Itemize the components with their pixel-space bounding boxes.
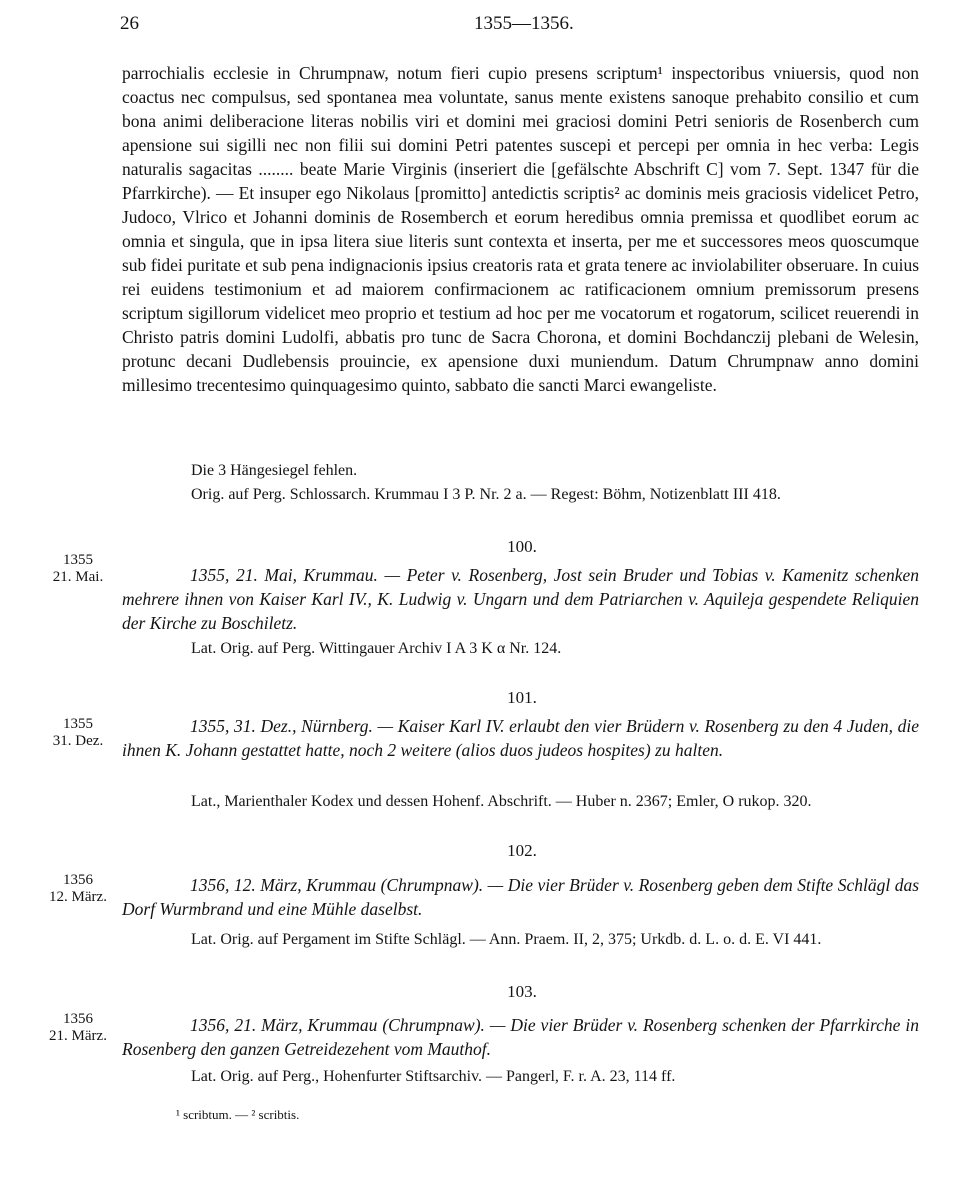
margin-year: 1355 <box>63 552 93 568</box>
entry-summary: 1355, 31. Dez., Nürnberg. — Kaiser Karl IV. erlaubt den vier Brüdern v. Rosenberg zu den 4 Juden, die ihnen K. Johann gestattet hatte, noch 2 weitere (alios duos judeos hospites) zu halten. <box>122 716 919 760</box>
entry-summary: 1356, 12. März, Krummau (Chrumpnaw). — Die vier Brüder v. Rosenberg geben dem Stifte Schlägl das Dorf Wurmbrand und eine Mühle daselbst. <box>122 875 919 919</box>
seal-note: Die 3 Hängesiegel fehlen. <box>191 462 358 479</box>
margin-date <box>44 552 112 586</box>
margin-day: 21. März. <box>49 1028 107 1044</box>
margin-day: 12. März. <box>49 889 107 905</box>
entry-number: 100. <box>507 537 537 556</box>
margin-date <box>44 716 112 750</box>
entry-source: Lat. Orig. auf Pergament im Stifte Schlägl. — Ann. Praem. II, 2, 375; Urkdb. d. L. o. d. E. VI 441. <box>191 931 822 948</box>
page-header <box>0 10 960 36</box>
entry-source: Lat., Marienthaler Kodex und dessen Hohenf. Abschrift. — Huber n. 2367; Emler, O rukop. 320. <box>191 793 812 810</box>
entry-source: Lat. Orig. auf Perg., Hohenfurter Stiftsarchiv. — Pangerl, F. r. A. 23, 114 ff. <box>191 1068 676 1085</box>
entry-summary: 1356, 21. März, Krummau (Chrumpnaw). — Die vier Brüder v. Rosenberg schenken der Pfarrkirche in Rosenberg den ganzen Getreidezehent vom Mauthof. <box>122 1015 919 1059</box>
entry-number: 102. <box>507 841 537 860</box>
margin-day: 21. Mai. <box>52 569 104 585</box>
footnotes: ¹ scribtum. — ² scribtis. <box>176 1107 300 1122</box>
original-note: Orig. auf Perg. Schlossarch. Krummau I 3 P. Nr. 2 a. — Regest: Böhm, Notizenblatt III 418. <box>191 486 781 503</box>
charter-text <box>122 61 919 397</box>
margin-day: 31. Dez. <box>52 733 104 749</box>
margin-year: 1356 <box>63 872 93 888</box>
entry-number: 101. <box>507 688 537 707</box>
running-head: 1355—1356. <box>474 13 574 34</box>
entry-source: Lat. Orig. auf Perg. Wittingauer Archiv I A 3 K α Nr. 124. <box>191 640 562 657</box>
margin-date <box>44 872 112 906</box>
margin-year: 1356 <box>63 1011 93 1027</box>
margin-date <box>44 1011 112 1045</box>
margin-year: 1355 <box>63 716 93 732</box>
entry-number: 103. <box>507 982 537 1001</box>
page-number: 26 <box>120 13 139 34</box>
entry-summary: 1355, 21. Mai, Krummau. — Peter v. Rosenberg, Jost sein Bruder und Tobias v. Kamenitz schenken mehrere ihnen von Kaiser Karl IV., K. Ludwig v. Ungarn und dem Patriarchen v. Aquileja gespendete Reliquien der Kirche zu Boschiletz. <box>122 565 919 633</box>
charter-paragraph: parrochialis ecclesie in Chrumpnaw, notum fieri cupio presens scriptum¹ inspectoribus vniuersis, quod non coactus nec compulsus, sed spontanea mea voluntate, sanus mente existens sanoque prehabito consilio et cum bona animi deliberacione literas nobilis viri et domini mei graciosi domini Petri senioris de Rosenberch cum apensione sui sigilli nec non filii sui domini Petri patentes suscepi et percepi per omnia in hec verba: Legis naturalis sagacitas ........ beate Marie Virginis (inseriert die [gefälschte Abschrift C] vom 7. Sept. 1347 für die Pfarrkirche). — Et insuper ego Nikolaus [promitto] antedictis scriptis² ac dominis meis graciosis videlicet Petro, Judoco, Vlrico et Johanni dominis de Rosemberch et eorum heredibus omnia premissa et quodlibet eorum ac omnia et singula, que in ipsa litera siue literis sunt contexta et inserta, per me et successores meos quoscumque sub fidei puritate et sub pena indignacionis ipsius creatoris rata et grata tenere ac inviolabiliter obseruare. In cuius rei euidens testimonium et ad maiorem confirmacionem ac ratificacionem omnium premissorum presens scriptum sigillorum videlicet meo proprio et testium ad hoc per me vocatorum et rogatorum, scilicet reuerendi in Christo patris domini Ludolfi, abbatis pro tunc de Sacra Chorona, et domini Bochdanczij plebani de Welesin, protunc decani Dudlebensis prouincie, ex apensione duxi muniendum. Datum Chrumpnaw anno domini millesimo trecentesimo quinquagesimo quinto, sabbato die sancti Marci ewangeliste. <box>122 63 919 395</box>
